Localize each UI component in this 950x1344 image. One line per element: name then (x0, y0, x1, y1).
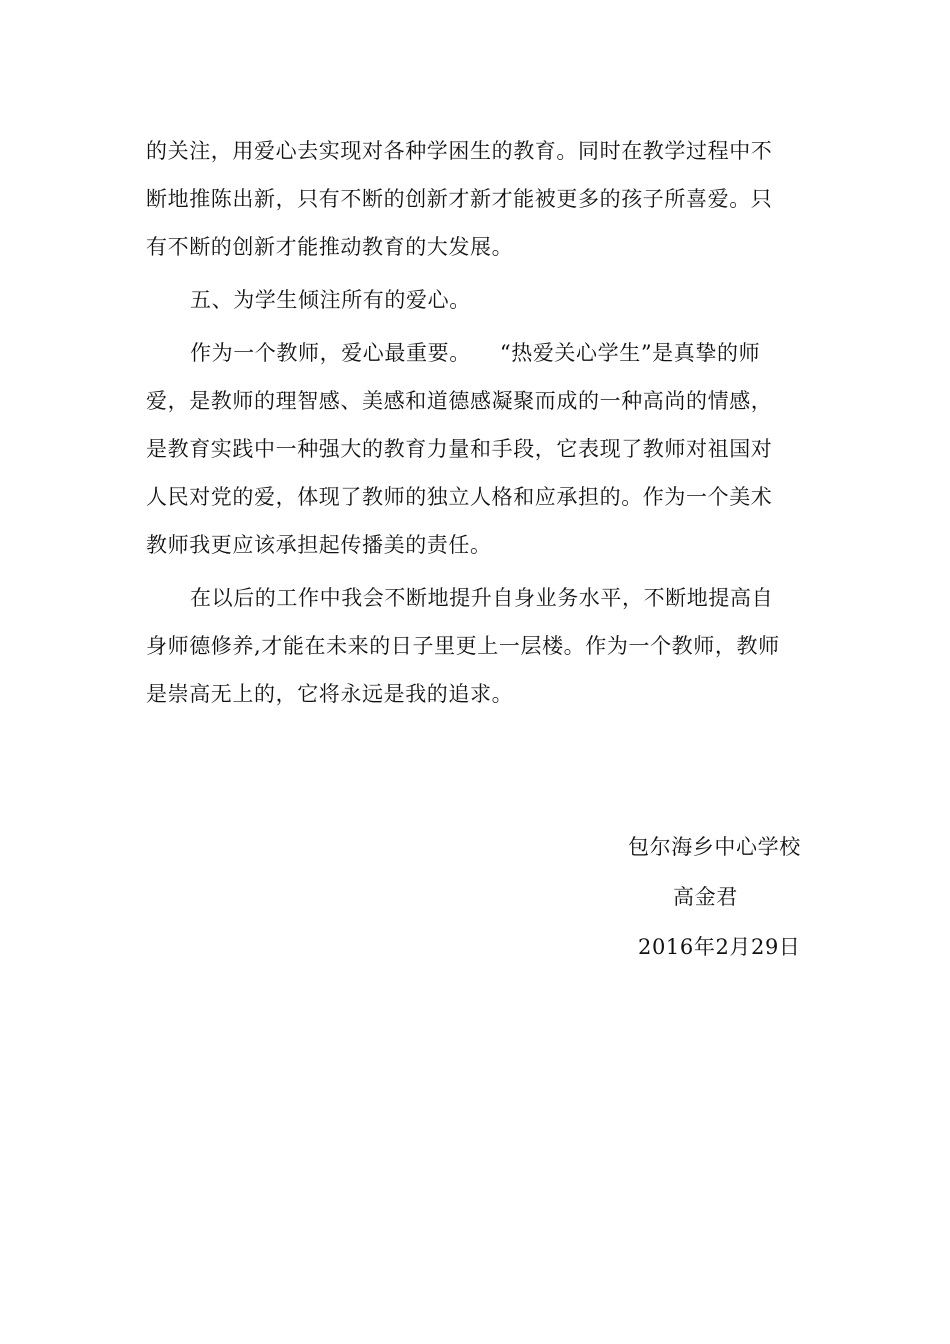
signature-name: 高金君 (673, 885, 738, 909)
signature-school: 包尔海乡中心学校 (628, 835, 801, 859)
paragraph-line: 的关注，用爱心去实现对各种学困生的教育。同时在教学过程中不 (146, 139, 773, 163)
paragraph-line: 教师我更应该承担起传播美的责任。 (146, 533, 492, 557)
paragraph-line: 断地推陈出新，只有不断的创新才新才能被更多的孩子所喜爱。只 (146, 187, 773, 211)
paragraph-line: 在以后的工作中我会不断地提升自身业务水平，不断地提高自 (190, 586, 774, 610)
paragraph-line: 是教育实践中一种强大的教育力量和手段，它表现了教师对祖国对 (146, 437, 773, 461)
paragraph-line: 作为一个教师，爱心最重要。 “热爱关心学生”是真挚的师 (190, 341, 761, 365)
paragraph-line: 人民对党的爱，体现了教师的独立人格和应承担的。作为一个美术 (146, 485, 773, 509)
paragraph-line: 是崇高无上的，它将永远是我的追求。 (146, 682, 514, 706)
section-heading-5 (146, 276, 806, 324)
paragraph-line: 身师德修养,才能在未来的日子里更上一层楼。作为一个教师，教师 (146, 634, 780, 658)
paragraph-3 (146, 329, 806, 569)
document-body (146, 127, 806, 718)
paragraph-4 (146, 574, 806, 718)
section-heading-line: 五、为学生倾注所有的爱心。 (190, 288, 471, 312)
signature-date: 2016年2月29日 (638, 935, 801, 959)
paragraph-line: 有不断的创新才能推动教育的大发展。 (146, 235, 514, 259)
paragraph-1 (146, 127, 806, 271)
paragraph-line: 爱，是教师的理智感、美感和道德感凝聚而成的一种高尚的情感， (146, 389, 773, 413)
